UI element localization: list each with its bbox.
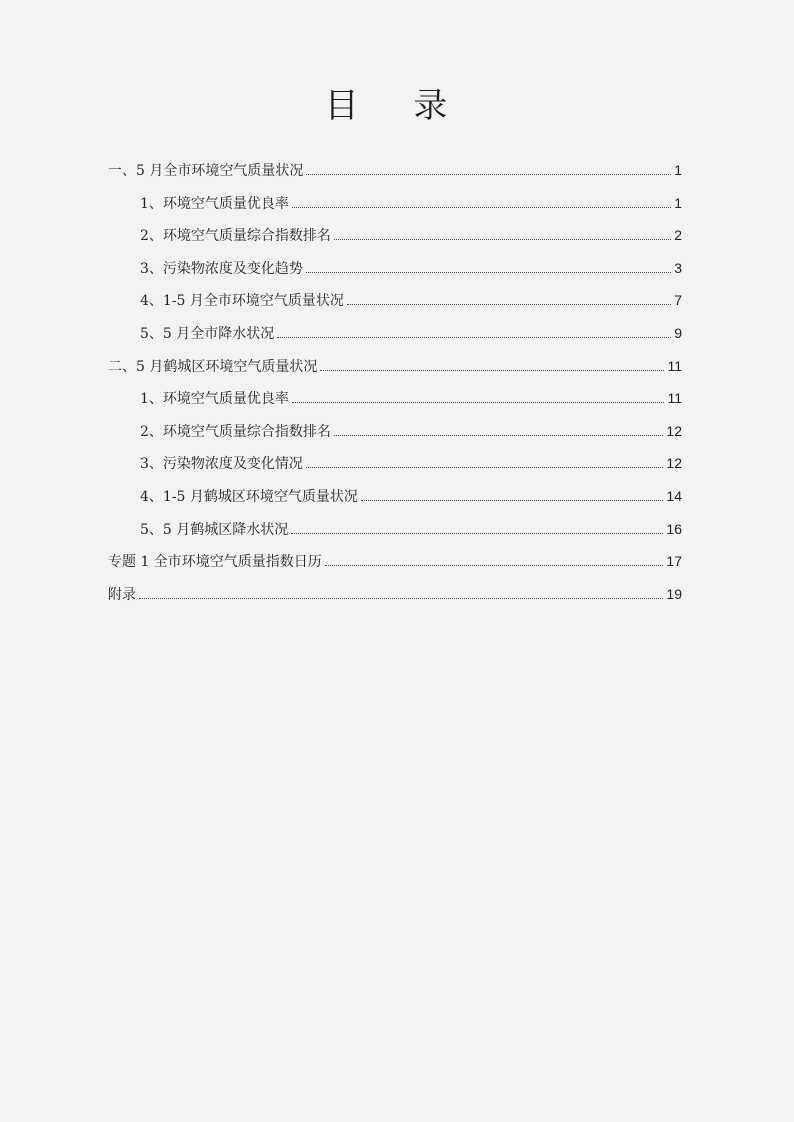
toc-entry-label: 1、环境空气质量优良率 <box>140 195 289 212</box>
toc-entry[interactable] <box>108 519 682 552</box>
toc-leader-dots <box>320 369 664 371</box>
toc-entry-label: 4、1-5 月全市环境空气质量状况 <box>140 293 344 310</box>
toc-entry-label: 2、环境空气质量综合指数排名 <box>140 423 331 440</box>
toc-entry[interactable] <box>108 290 682 323</box>
toc-entry[interactable] <box>108 193 682 226</box>
toc-entry-page: 7 <box>674 292 682 309</box>
toc-leader-dots <box>325 564 664 566</box>
toc-entry[interactable] <box>108 258 682 291</box>
toc-entry-label: 附录 <box>108 586 136 603</box>
toc-entry[interactable] <box>108 453 682 486</box>
toc-leader-dots <box>292 401 665 403</box>
toc-entry[interactable] <box>108 551 682 584</box>
toc-entry-label: 3、污染物浓度及变化情况 <box>140 456 303 473</box>
toc-entry-page: 12 <box>666 422 682 439</box>
toc-entry-page: 9 <box>674 324 682 341</box>
toc-leader-dots <box>306 466 664 468</box>
toc-leader-dots <box>334 238 671 240</box>
toc-entry-page: 2 <box>674 227 682 244</box>
toc-entry-page: 1 <box>674 194 682 211</box>
toc-entry-page: 12 <box>666 455 682 472</box>
toc-entry[interactable] <box>108 421 682 454</box>
toc-entry[interactable] <box>108 225 682 258</box>
toc-entry-page: 19 <box>666 585 682 602</box>
toc-entry-label: 4、1-5 月鹤城区环境空气质量状况 <box>140 488 358 505</box>
page-title: 目 录 <box>324 86 470 126</box>
toc-entry-page: 16 <box>666 520 682 537</box>
toc-leader-dots <box>361 499 664 501</box>
toc-leader-dots <box>277 336 671 338</box>
toc-entry-label: 一、5 月全市环境空气质量状况 <box>108 163 304 179</box>
toc-entry-page: 17 <box>666 553 682 570</box>
table-of-contents <box>108 160 682 616</box>
toc-entry[interactable] <box>108 388 682 421</box>
toc-leader-dots <box>334 434 664 436</box>
toc-leader-dots <box>291 532 663 534</box>
toc-entry-label: 2、环境空气质量综合指数排名 <box>140 228 331 245</box>
toc-entry-page: 11 <box>667 357 682 374</box>
toc-entry-label: 1、环境空气质量优良率 <box>140 391 289 408</box>
toc-entry-label: 3、污染物浓度及变化趋势 <box>140 260 303 277</box>
toc-leader-dots <box>306 271 671 273</box>
toc-entry-page: 3 <box>674 259 682 276</box>
toc-entry-label: 5、5 月全市降水状况 <box>140 325 275 342</box>
toc-entry-page: 11 <box>667 390 682 407</box>
toc-entry-label: 二、5 月鹤城区环境空气质量状况 <box>108 358 318 375</box>
toc-leader-dots <box>139 597 663 599</box>
toc-entry-page: 14 <box>666 487 682 504</box>
toc-entry[interactable] <box>108 356 682 389</box>
toc-entry[interactable] <box>108 160 682 193</box>
toc-entry[interactable] <box>108 323 682 356</box>
toc-entry-label: 专题 1 全市环境空气质量指数日历 <box>108 554 322 571</box>
toc-entry[interactable] <box>108 584 682 617</box>
toc-leader-dots <box>306 173 671 175</box>
toc-leader-dots <box>292 206 671 208</box>
toc-leader-dots <box>347 303 671 305</box>
toc-entry-label: 5、5 月鹤城区降水状况 <box>140 521 289 538</box>
toc-entry[interactable] <box>108 486 682 519</box>
toc-entry-page: 1 <box>674 162 682 178</box>
